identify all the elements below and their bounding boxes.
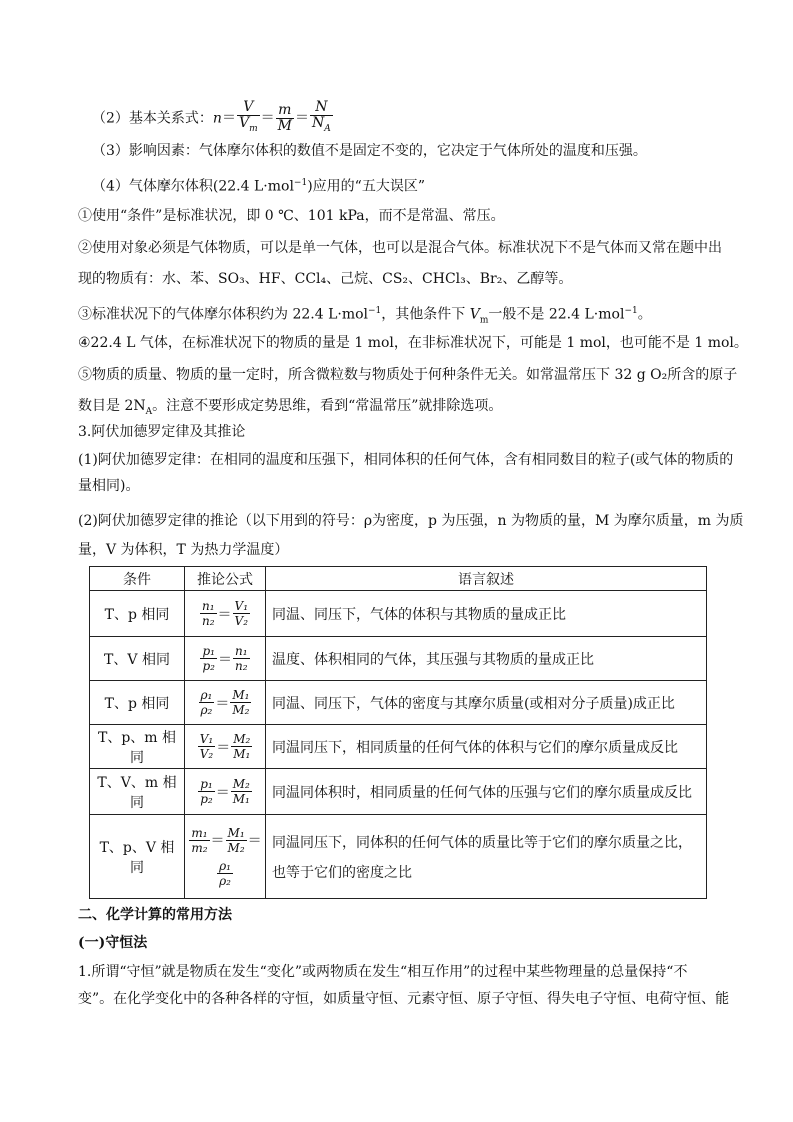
misconception-4: ④22.4 L 气体，在标准状况下的物质的量是 1 mol，在非标准状况下，可能是 1 mol，也可能不是 1 mol。 [78, 335, 748, 351]
conservation-method-title: (一)守恒法 [78, 935, 148, 951]
table-row: T、p、m 相同 $\frac{\text{V₁}}{\text{V₂}}$ ＝ $\frac{\text{M₂}}{\text{M₁}}$ 同温同压下，相同质量的任何气体的体积与它们的摩尔质量成反比 [90, 725, 707, 769]
misconception-5a: ⑤物质的质量、物质的量一定时，所含微粒数与物质处于何种条件无关。如常温常压下 32 g O₂所含的原子 [78, 367, 738, 383]
misconception-2a: ②使用对象必须是气体物质，可以是单一气体，也可以是混合气体。标准状况下不是气体而又常在题中出 [78, 240, 722, 256]
table-row: T、p 相同 $\frac{\text{n₁}}{\text{n₂}}$ ＝ $\frac{\text{V₁}}{\text{V₂}}$ 同温、同压下，气体的体积与其物质的量成正比 [90, 591, 707, 637]
header-description: 语言叙述 [266, 567, 707, 591]
table-row: T、p 相同 $\frac{\text{ρ₁}}{\text{ρ₂}}$ ＝ $\frac{\text{M₁}}{\text{M₂}}$ 同温、同压下，气体的密度与其摩尔质量(或相对分子质量)成正比 [90, 681, 707, 725]
frac-v-over-vm: $\frac{V}{V_m}$ [238, 99, 258, 134]
avogadro-law-b: 量相同)。 [78, 478, 140, 494]
part2-title: 二、化学计算的常用方法 [78, 907, 232, 923]
table-row: T、p、V 相同 $\frac{\text{m₁}}{\text{m₂}}$ ＝ $\frac{\text{M₁}}{\text{M₂}}$ ＝ $\frac{\text{ρ₁}}{\text{ρ₂}}$ 同温同压下，同体积的任何气体的质量比等于它们的摩尔质量之比， 也等于它们的密度之比 [90, 815, 707, 899]
inference-table [89, 566, 707, 899]
header-formula: 推论公式 [185, 567, 266, 591]
five-misconceptions-heading: （4）气体摩尔体积(22.4 L·mol$^{-1}$)应用的“五大误区” [92, 178, 425, 195]
table-row: T、V 相同 $\frac{\text{p₁}}{\text{p₂}}$ ＝ $\frac{\text{n₁}}{\text{n₂}}$ 温度、体积相同的气体，其压强与其物质的量成正比 [90, 637, 707, 681]
frac-m-over-M: $\frac{m}{M}$ [277, 101, 292, 134]
avogadro-title: 3.阿伏加德罗定律及其推论 [78, 424, 246, 440]
avogadro-inference-b: 量，V 为体积，T 为热力学温度） [78, 542, 289, 558]
frac-N-over-NA: $\frac{N}{N_A}$ [311, 99, 331, 134]
avogadro-law-a: (1)阿伏加德罗定律：在相同的温度和压强下，相同体积的任何气体，含有相同数目的粒子(或气体的物质的 [78, 452, 734, 468]
misconception-1: ①使用“条件”是标准状况，即 0 ℃、101 kPa，而不是常温、常压。 [78, 208, 505, 224]
avogadro-inference-a: (2)阿伏加德罗定律的推论（以下用到的符号：ρ为密度，p 为压强，n 为物质的量，M 为摩尔质量，m 为质 [78, 513, 744, 529]
table-header-row [90, 567, 707, 591]
conservation-para-b: 变”。在化学变化中的各种各样的守恒，如质量守恒、元素守恒、原子守恒、得失电子守恒、电荷守恒、能 [78, 991, 730, 1007]
misconception-3: ③标准状况下的气体摩尔体积约为 22.4 L·mol$^{-1}$，其他条件下 $V_m$一般不是 22.4 L·mol$^{-1}$。 [78, 306, 652, 326]
basic-relation-label: （2）基本关系式： [92, 110, 213, 127]
header-condition: 条件 [90, 567, 185, 591]
formula-n: n [212, 110, 222, 127]
misconception-5b: 数目是 $2N_A$。注意不要形成定势思维，看到“常温常压”就排除选项。 [78, 398, 503, 417]
table-row: T、V、m 相同 $\frac{\text{p₁}}{\text{p₂}}$ ＝ $\frac{\text{M₂}}{\text{M₁}}$ 同温同体积时，相同质量的任何气体的压强与它们的摩尔质量成反比 [90, 769, 707, 815]
conservation-para-a: 1.所谓“守恒”就是物质在发生“变化”或两物质在发生“相互作用”的过程中某些物理量的总量保持“不 [78, 964, 688, 980]
influence-factor-line: （3）影响因素：气体摩尔体积的数值不是固定不变的，它决定于气体所处的温度和压强。 [92, 143, 647, 159]
misconception-2b: 现的物质有：水、苯、SO₃、HF、CCl₄、己烷、CS₂、CHCl₃、Br₂、乙醇等。 [78, 271, 573, 287]
basic-relation-line: （2）基本关系式：n＝ $\frac{V}{V_m}$ ＝ $\frac{m}{M}$ ＝ $\frac{N}{N_A}$ [92, 100, 732, 137]
